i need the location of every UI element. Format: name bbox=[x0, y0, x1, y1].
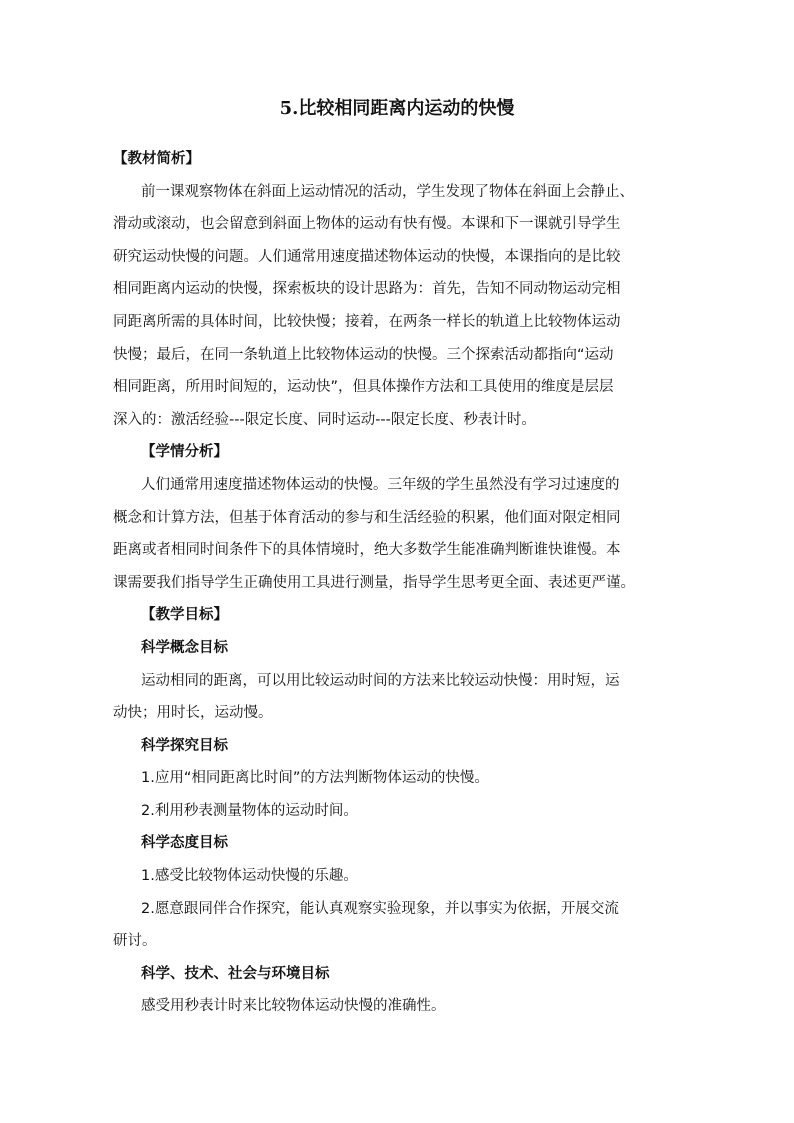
list-item: 1.感受比较物体运动快慢的乐趣。 bbox=[141, 868, 358, 885]
paragraph-line: 研讨。 bbox=[113, 933, 157, 950]
list-item: 1.应用“相同距离比时间”的方法判断物体运动的快慢。 bbox=[141, 770, 489, 787]
paragraph-line: 前一课观察物体在斜面上运动情况的活动，学生发现了物体在斜面上会静止、 bbox=[141, 183, 634, 200]
paragraph-line: 人们通常用速度描述物体运动的快慢。三年级的学生虽然没有学习过速度的 bbox=[141, 476, 620, 493]
list-item: 2.愿意跟同伴合作探究，能认真观察实验现象，并以事实为依据，开展交流 bbox=[141, 900, 619, 917]
paragraph-line: 感受用秒表计时来比较物体运动快慢的准确性。 bbox=[141, 998, 446, 1015]
paragraph-line: 同距离所需的具体时间，比较快慢；接着，在两条一样长的轨道上比较物体运动 bbox=[113, 313, 621, 330]
paragraph-line: 快慢；最后，在同一条轨道上比较物体运动的快慢。三个探索活动都指向“运动 bbox=[113, 346, 614, 363]
section-heading-textbook: 【教材简析】 bbox=[113, 151, 200, 167]
paragraph-line: 概念和计算方法，但基于体育活动的参与和生活经验的积累，他们面对限定相同 bbox=[113, 509, 621, 526]
document-body bbox=[113, 143, 681, 1023]
subheading-stse-goal: 科学、技术、社会与环境目标 bbox=[141, 965, 330, 982]
paragraph-line: 距离或者相同时间条件下的具体情境时，绝大多数学生能准确判断谁快谁慢。本 bbox=[113, 542, 621, 559]
subheading-inquiry-goal: 科学探究目标 bbox=[141, 737, 228, 754]
paragraph-line: 相同距离，所用时间短的，运动快”，但具体操作方法和工具使用的维度是层层 bbox=[113, 379, 614, 396]
list-item: 2.利用秒表测量物体的运动时间。 bbox=[141, 802, 358, 819]
paragraph-line: 运动相同的距离，可以用比较运动时间的方法来比较运动快慢：用时短，运 bbox=[141, 672, 620, 689]
paragraph-line: 课需要我们指导学生正确使用工具进行测量，指导学生思考更全面、表述更严谨。 bbox=[113, 574, 635, 591]
paragraph-line: 滑动或滚动，也会留意到斜面上物体的运动有快有慢。本课和下一课就引导学生 bbox=[113, 216, 621, 233]
paragraph-line: 动快；用时长，运动慢。 bbox=[113, 705, 273, 722]
section-heading-students: 【学情分析】 bbox=[141, 444, 228, 461]
paragraph-line: 研究运动快慢的问题。人们通常用速度描述物体运动的快慢，本课指向的是比较 bbox=[113, 248, 621, 265]
subheading-concept-goal: 科学概念目标 bbox=[141, 639, 228, 656]
page-title: 5.比较相同距离内运动的快慢 bbox=[279, 98, 515, 119]
paragraph-line: 深入的：激活经验---限定长度、同时运动---限定长度、秒表计时。 bbox=[113, 411, 536, 428]
paragraph-line: 相同距离内运动的快慢，探索板块的设计思路为：首先，告知不同动物运动完相 bbox=[113, 281, 621, 298]
subheading-attitude-goal: 科学态度目标 bbox=[141, 835, 228, 852]
section-heading-goals: 【教学目标】 bbox=[141, 607, 228, 624]
